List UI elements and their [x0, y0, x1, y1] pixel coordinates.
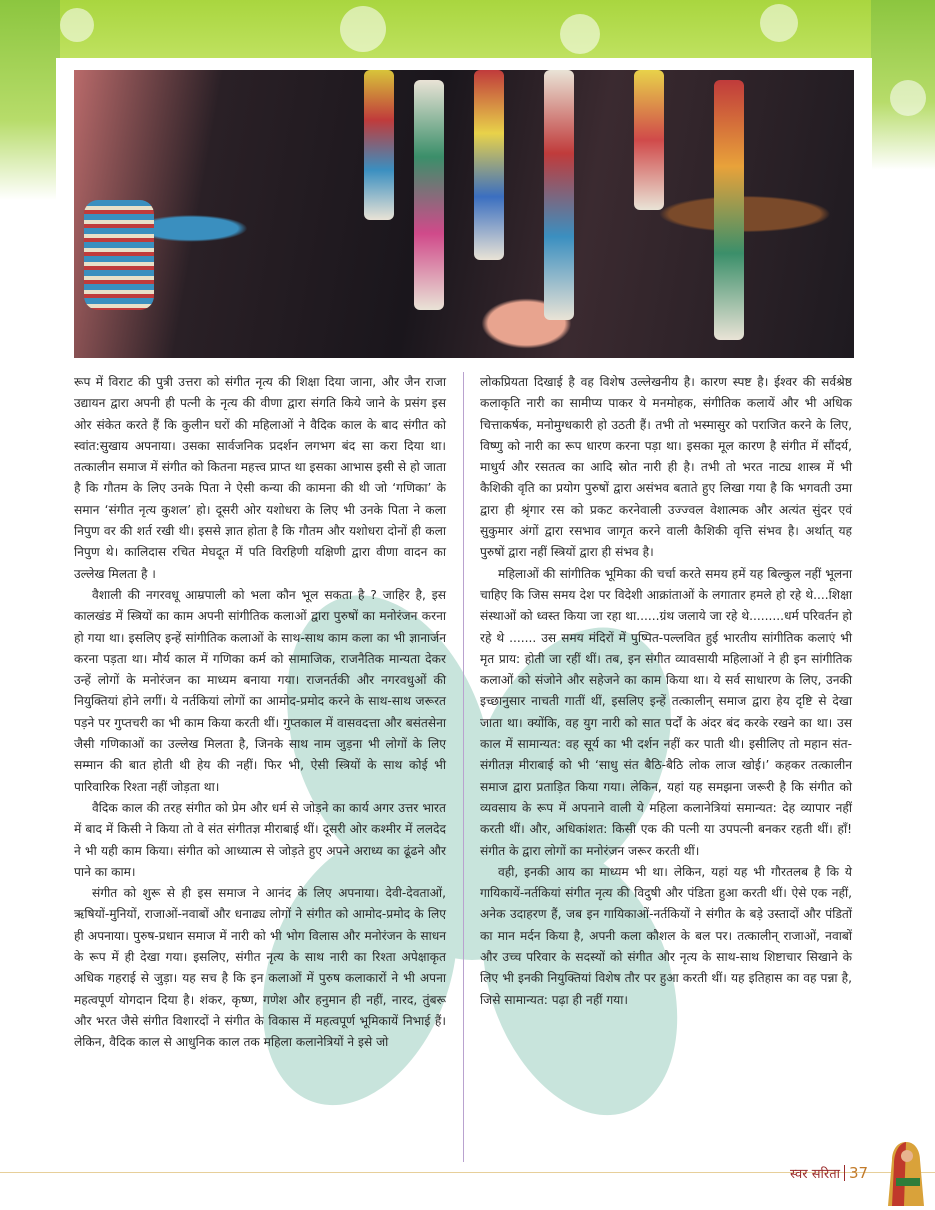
page-number: 37 — [848, 1164, 869, 1182]
bead-strand — [714, 80, 744, 340]
article-column-left — [74, 372, 446, 1054]
paragraph: महिलाओं की सांगीतिक भूमिका की चर्चा करते समय हमें यह बिल्कुल नहीं भूलना चाहिए कि जिस समय देश पर विदेशी आक्रांताओं के लगातार हमले हो रहे थे....शिक्षा संस्थाओं को ध्वस्त किया जा रहा था......ग्रंथ जलाये जा रहे थे.........धर्म परिवर्तन हो रहे थे ....... उस समय मंदिरों में पुष्पित-पल्लवित हुई भारतीय सांगीतिक कलाएं भी मृत प्राय: होती जा रहीं थीं। तब, इन संगीत व्यावसायी महिलाओं ने ही इन सांगीतिक कलाओं को संजोने और सहेजने का काम किया था। ये सर्व साधारण के लिए, उनकी इच्छानुसार नाचती गातीं थीं, इसलिए इन्हें तत्कालीन् समाज द्वारा हेय दृष्टि से देखा जाता था। क्योंकि, वह युग नारी को सात पर्दों के अंदर बंद करके रखने का था। उस काल में सामान्यत: वह सूर्य का भी दर्शन नहीं कर पाती थी। इसीलिए तो महान संत-संगीतज्ञ मीराबाई को भी ‘साधु संत बैठि-बैठि लोक लाज खोई।’ कहकर तत्कालीन समाज द्वारा प्रताड़ित किया गया। लेकिन, यहां यह समझना जरूरी है कि संगीत को व्यवसाय के रूप में अपनाने वाली ये महिला कलानेत्रियां समान्यत: देह व्यापार नहीं करती थीं। और, अधिकांशत: किसी एक की पत्नी या उपपत्नी बनकर रहती थीं। हाँ! संगीत के द्वारा लोगों का मनोरंजन जरूर करती थीं। — [480, 566, 852, 858]
bangles — [84, 200, 154, 310]
flower-decoration — [560, 14, 600, 54]
bead-strand — [414, 80, 444, 310]
dancer-photo — [74, 70, 854, 358]
bead-strand — [364, 70, 394, 220]
leaf-decoration-left — [0, 0, 60, 200]
bead-strand — [474, 70, 504, 260]
flower-decoration — [760, 4, 798, 42]
bead-strand — [544, 70, 574, 320]
paragraph: लोकप्रियता दिखाई है वह विशेष उल्लेखनीय है। कारण स्पष्ट है। ईश्वर की सर्वश्रेष्ठ कलाकृति नारी का सामीप्य पाकर ये मनमोहक, संगीतिक कलायें और भी अधिक चित्ताकर्षक, मनोमुग्धकारी हो उठती हैं। तभी तो भस्मासुर को पराजित करने के लिए, विष्णु को नारी का रूप धारण करना पड़ा था। इसका मूल कारण है संगीत में सौंदर्य, माधुर्य और रसतत्व का आदि स्रोत नारी ही है। तभी तो भरत नाट्य शास्त्र में भी कैशिकी वृति का प्रयोग पुरुषों द्वारा असंभव बताते हुए लिखा गया है कि भगवती उमा द्वारा ही श्रृंगार रस को प्रकट करनेवाली उज्ज्वल वेशात्मक और अत्यंत सुंदर एवं सुकुमार अंगों द्वारा रसभाव जागृत करने वाली कैशिकी वृत्ति संभव है। अर्थात् यह पुरुषों द्वारा नहीं स्त्रियों द्वारा ही संभव है। — [480, 375, 852, 560]
paragraph: वही, इनकी आय का माध्यम भी था। लेकिन, यहां यह भी गौरतलब है कि ये गायिकायें-नर्तकियां संगीत नृत्य की विदुषी और पंडिता हुआ करती थीं। ऐसे एक नहीं, अनेक उदाहरण हैं, जब इन गायिकाओं-नर्तकियों ने संगीत के बड़े उस्तादों और पंडितों का मान मर्दन किया है, अपनी कला कौशल के बल पर। तत्कालीन् राजाओं, नवाबों और उच्च परिवार के सदस्यों को संगीत और नृत्य के साथ-साथ शिष्टाचार सिखाने के लिए भी इनकी नियुक्तियां विशेष तौर पर हुआ करती थीं। यह इतिहास का वह पन्ना है, जिसे सामान्यत: पढ़ा ही नहीं गया। — [480, 864, 852, 1007]
flower-decoration — [890, 80, 926, 116]
flower-decoration — [340, 6, 386, 52]
article-column-right — [480, 372, 852, 1011]
paragraph: वैशाली की नगरवधू आम्रपाली को भला कौन भूल सकता है ? जाहिर है, इस कालखंड में स्त्रियों का काम अपनी सांगीतिक कलाओं द्वारा पुरुषों का मनोरंजन करना हो गया था। इसलिए इन्हें सांगीतिक कलाओं के साथ-साथ काम कला का भी ज्ञानार्जन करना पड़ता था। मौर्य काल में गणिका कर्म को सामाजिक, राजनैतिक मान्यता देकर उन्हें लोगों के मनोरंजन का माध्यम बनाया गया। राजनर्तकी और नगरवधुओं की नियुक्तियां होने लगीं। ये नर्तकियां लोगों का आमोद-प्रमोद करने के साथ-साथ जरूरत पड़ने पर गुप्तचरी का भी काम किया करती थीं। गुप्तकाल में वासवदत्ता और बसंतसेना जैसी गणिकाओं का उल्लेख मिलता है, जिनके साथ नाम जुड़ना भी लोगों के लिए सम्मान की बात होती थी हेय की नहीं। फिर भी, ऐसी स्त्रियों के साथ कोई भी पारिवारिक रिश्ता नहीं जोड़ता था। — [74, 587, 446, 794]
bead-strand — [634, 70, 664, 210]
flower-decoration — [60, 8, 94, 42]
paragraph: रूप में विराट की पुत्री उत्तरा को संगीत नृत्य की शिक्षा दिया जाना, और जैन राजा उद्यायन द्वारा अपनी ही पत्नी के नृत्य की वीणा द्वारा संगति किये जाने के प्रसंग इस ओर संकेत करते हैं कि कुलीन घरों की महिलाओं ने वैदिक काल के बाद संगीत को स्वांत:सुखाय अपनाया। उसका सार्वजनिक प्रदर्शन लगभग बंद सा करा दिया था। तत्कालीन समाज में संगीत को कितना महत्त्व प्राप्त था इसका आभास इसी से हो जाता है कि गौतम के लिए उनके पिता ने ऐसी कन्या की कामना की थी जो ‘गणिका’ के समान ‘संगीत नृत्य कुशल’ हो। दूसरी ओर यशोधरा के लिए भी उनके पिता ने कला निपुण वर की शर्त रखी थी। इससे ज्ञात होता है कि गौतम और यशोधरा दोनों ही कला निपुण थे। कालिदास रचित मेघदूत में पति विरहिणी यक्षिणी द्वारा वीणा वादन का उल्लेख मिलता है । — [74, 375, 446, 581]
paragraph: संगीत को शुरू से ही इस समाज ने आनंद के लिए अपनाया। देवी-देवताओं, ऋषियों-मुनियों, राजाओं-नवाबों और धनाढ्य लोगों ने संगीत को आमोद-प्रमोद के लिए ही अपनाया। पुरुष-प्रधान समाज में नारी को भी भोग विलास और मनोरंजन के साधन के रूप में ही देखा गया। इसलिए, संगीत नृत्य के साथ नारी का रिश्ता अपेक्षाकृत अधिक गहराई से जुड़ा। यह सच है कि इन कलाओं में पुरुष कलाकारों ने भी अपना महत्वपूर्ण योगदान दिया है। शंकर, कृष्ण, गणेश और हनुमान ही नहीं, नारद, तुंबरू और भरत जैसे संगीत विशारदों ने संगीत के विकास में महत्वपूर्ण भूमिकायें निभाई हैं। लेकिन, वैदिक काल से आधुनिक काल तक महिला कलानेत्रियों ने इसे जो — [74, 886, 446, 1050]
page-footer — [790, 1162, 868, 1184]
column-divider — [463, 372, 464, 1162]
paragraph: वैदिक काल की तरह संगीत को प्रेम और धर्म से जोड़ने का कार्य अगर उत्तर भारत में बाद में किसी ने किया तो वे संत संगीतज्ञ मीराबाई थीं। दूसरी ओर कश्मीर में ललदेद ने भी यही काम किया। संगीत को आध्यात्म से जोड़ते हुए अपने अराध्य का ढूंढने और पाने का काम। — [74, 800, 446, 879]
woman-figure-icon — [882, 1138, 930, 1208]
footer-separator — [844, 1165, 845, 1181]
magazine-name: स्वर सरिता — [790, 1167, 840, 1182]
